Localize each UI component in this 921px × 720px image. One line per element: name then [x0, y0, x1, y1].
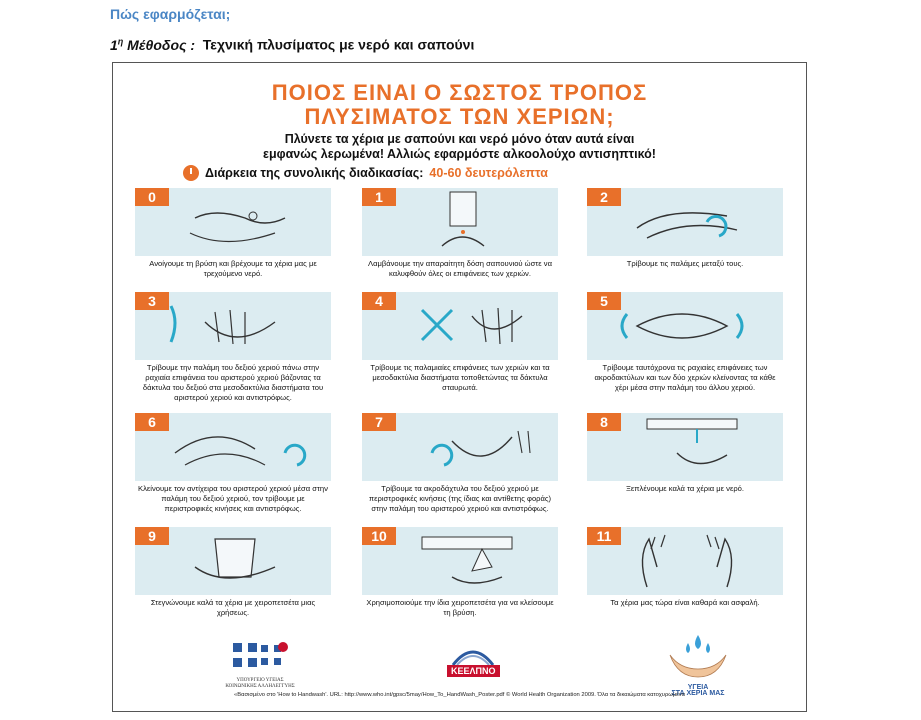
- hygiene-logo: [658, 633, 738, 698]
- step-number: 11: [587, 527, 621, 545]
- step-number: 3: [135, 292, 169, 310]
- step-number: 6: [135, 413, 169, 431]
- step-caption: Κλείνουμε τον αντίχειρα του αριστερού χεριού μέσα στην παλάμη του δεξιού χεριού, τον τρίβουμε με περιστροφικές κινήσεις και αντιστρόφως.: [138, 484, 328, 513]
- hygiene-logo-line2: ΣΤΑ ΧΕΡΙΑ ΜΑΣ: [671, 690, 725, 697]
- step-illustration: [587, 413, 783, 481]
- step-illustration: [135, 188, 331, 256]
- step-caption: Στεγνώνουμε καλά τα χέρια με χειροπετσέτα μιας χρήσεως.: [150, 598, 316, 617]
- step-illustration: [135, 413, 331, 481]
- step-caption: Ανοίγουμε τη βρύση και βρέχουμε τα χέρια μας με τρεχούμενο νερό.: [149, 259, 317, 278]
- step-2: [587, 188, 783, 269]
- step-caption: Τα χέρια μας τώρα είναι καθαρά και ασφαλή.: [610, 598, 760, 607]
- keelpno-logo-text: ΚΕΕΛΠΝΟ: [447, 665, 500, 677]
- step-caption: Λαμβάνουμε την απαραίτητη δόση σαπουνιού ώστε να καλυφθούν όλες οι επιφάνειες των χεριών.: [368, 259, 552, 278]
- keelpno-logo: [443, 643, 503, 684]
- poster-subtitle-line2: εμφανώς λερωμένα! Αλλιώς εφαρμόστε αλκοολούχο αντισηπτικό!: [263, 147, 656, 161]
- step-illustration: [362, 527, 558, 595]
- step-number: 5: [587, 292, 621, 310]
- step-number: 10: [362, 527, 396, 545]
- step-number: 7: [362, 413, 396, 431]
- step-number: 8: [587, 413, 621, 431]
- poster-title-line1: ΠΟΙΟΣ ΕΙΝΑΙ Ο ΣΩΣΤΟΣ ΤΡΟΠΟΣ: [271, 80, 648, 105]
- step-number: 0: [135, 188, 169, 206]
- step-illustration: [362, 413, 558, 481]
- hygiene-logo-line1: ΥΓΕΙΑ: [687, 684, 709, 691]
- step-5: [587, 292, 783, 393]
- step-illustration: [587, 292, 783, 360]
- clock-icon: [183, 165, 199, 181]
- poster-title-line2: ΠΛΥΣΙΜΑΤΟΣ ΤΩΝ ΧΕΡΙΩΝ;: [304, 104, 615, 129]
- step-number: 2: [587, 188, 621, 206]
- step-7: [362, 413, 558, 514]
- step-3: [135, 292, 331, 403]
- step-illustration: [587, 188, 783, 256]
- step-caption: Τρίβουμε ταυτόχρονα τις ραχιαίες επιφάνειες των ακροδακτύλων και των δύο χεριών κλείνοντας τα κάθε χέρι μέσα στην παλάμη του άλλου χεριού.: [594, 363, 776, 392]
- step-caption: Τρίβουμε τις παλάμες μεταξύ τους.: [626, 259, 744, 268]
- step-6: [135, 413, 331, 514]
- ministry-logo-text: ΥΠΟΥΡΓΕΙΟ ΥΓΕΙΑΣ ΚΟΙΝΩΝΙΚΗΣ ΑΛΛΗΛΕΓΓΥΗΣ: [225, 678, 295, 689]
- step-number: 4: [362, 292, 396, 310]
- method-title: [110, 36, 474, 53]
- step-caption: Ξεπλένουμε καλά τα χέρια με νερό.: [625, 484, 745, 493]
- step-9: [135, 527, 331, 618]
- step-11: [587, 527, 783, 608]
- step-illustration: [587, 527, 783, 595]
- step-caption: Τρίβουμε την παλάμη του δεξιού χεριού πάνω στην ραχιαία επιφάνεια του αριστερού χεριού βάζοντας τα δάκτυλα του δεξιού στα μεσοδακτύλια διαστήματα του αριστερού χεριού και αντιστρόφως.: [142, 363, 324, 402]
- step-caption: Τρίβουμε τις παλαμιαίες επιφάνειες των χεριών και τα μεσοδακτύλια διαστήματα τοποθετώντας τα δάκτυλα σταυρωτά.: [370, 363, 550, 392]
- step-illustration: [362, 188, 558, 256]
- step-caption: Τρίβουμε τα ακροδάχτυλα του δεξιού χεριού με περιστροφικές κινήσεις (της ίδιας και αντίθετης φοράς) στην παλάμη του αριστερού χεριού και αντιστρόφως.: [368, 484, 552, 513]
- duration-label: Διάρκεια της συνολικής διαδικασίας:: [205, 166, 424, 180]
- duration-value: 40-60 δευτερόλεπτα: [429, 166, 548, 180]
- step-number: 9: [135, 527, 169, 545]
- method-text: Τεχνική πλυσίματος με νερό και σαπούνι: [202, 36, 475, 53]
- poster-subtitle-line1: Πλύνετε τα χέρια με σαπούνι και νερό μόνο όταν αυτά είναι: [284, 132, 635, 146]
- step-number: 1: [362, 188, 396, 206]
- step-0: [135, 188, 331, 279]
- handwash-poster: [112, 62, 807, 712]
- poster-footer: «Βασισμένο στο 'How to Handwash'. URL: http://www.who.int/gpsc/5may/How_To_HandWash_Poster.pdf © World Health Organization 2009. Όλα τα δικαιώματα κατοχυρωμένα: [234, 692, 685, 698]
- step-10: [362, 527, 558, 618]
- step-4: [362, 292, 558, 393]
- duration-row: [183, 165, 548, 181]
- step-illustration: [135, 527, 331, 595]
- step-illustration: [135, 292, 331, 360]
- method-number: $1^\eta$ Μέθοδος :: [110, 36, 196, 53]
- step-8: [587, 413, 783, 494]
- step-illustration: [362, 292, 558, 360]
- step-1: [362, 188, 558, 279]
- section-heading: Πώς εφαρμόζεται;: [110, 6, 231, 22]
- step-caption: Χρησιμοποιούμε την ίδια χειροπετσέτα για να κλείσουμε τη βρύση.: [366, 598, 554, 617]
- ministry-logo: [225, 641, 295, 690]
